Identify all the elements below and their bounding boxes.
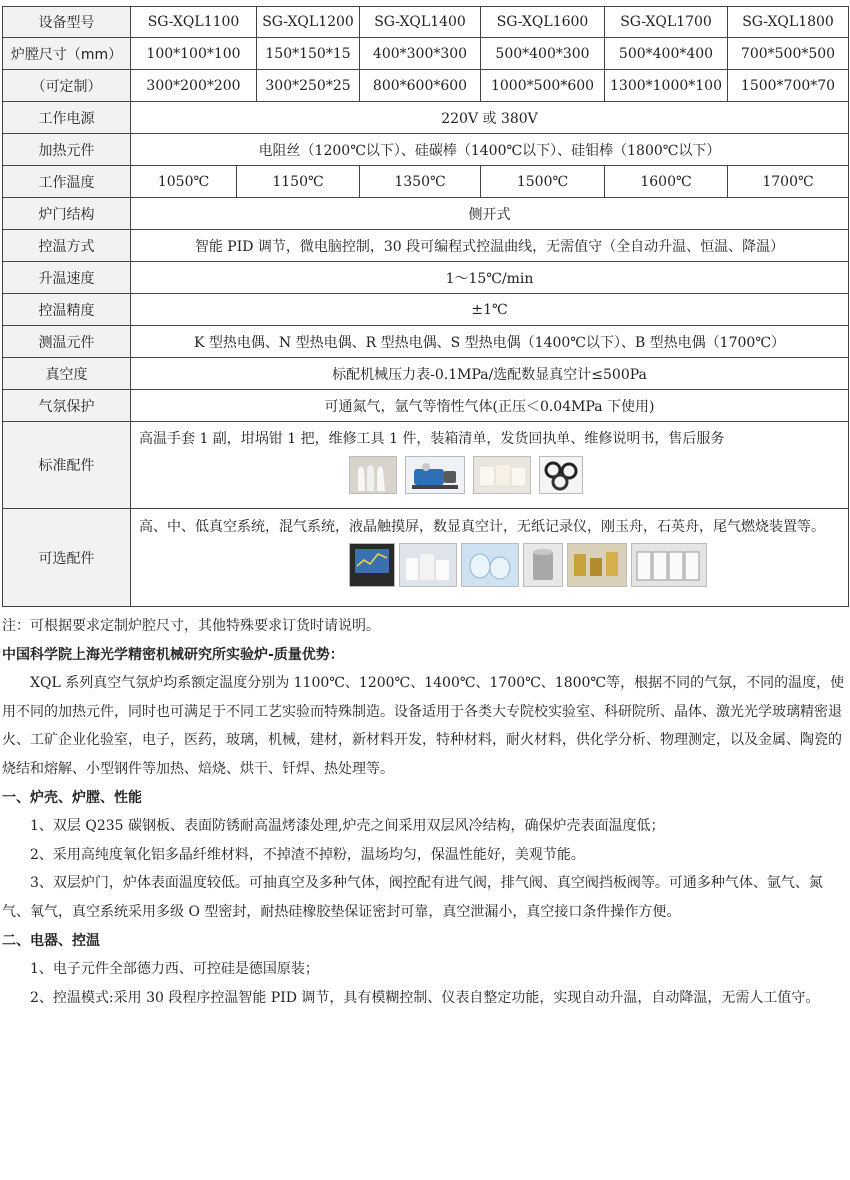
section1-item: 2、采用高纯度氧化铝多晶纤维材料，不掉渣不掉粉，温场均匀，保温性能好，美观节能。 (30, 846, 585, 863)
body-text (2, 612, 848, 1012)
std-cell (131, 422, 849, 509)
chamber-cell: 400*300*300 (360, 38, 481, 70)
sensor-value: K 型热电偶、N 型热电偶、R 型热电偶、S 型热电偶（1400℃以下）、B 型热电偶（1700℃） (131, 326, 849, 358)
chamber-cell: 300*200*200 (131, 70, 257, 102)
section1-item: 1、双层 Q235 碳钢板、表面防锈耐高温烤漆处理,炉壳之间采用双层风冷结构，确保炉壳表面温度低； (30, 818, 665, 835)
row-power (3, 102, 849, 134)
temp-cell: 1150℃ (237, 166, 360, 198)
opt-cell (131, 509, 849, 607)
section1-item: 3、双层炉门，炉体表面温度较低。可抽真空及多种气体，阀控配有进气阀，排气阀、真空阀挡板阀等。可通多种气体、氩气、氮气、氧气，真空系统采用多级 O 型密封，耐热硅橡胶垫保证密封可靠，真空泄漏小，真空接口条件操作方便。 (2, 875, 823, 920)
sensor-label: 测温元件 (3, 326, 131, 358)
temp-label: 工作温度 (3, 166, 131, 198)
model-cell: SG-XQL1400 (360, 7, 481, 38)
temp-cell: 1050℃ (131, 166, 237, 198)
row-model (3, 7, 849, 38)
std-photos (349, 456, 846, 494)
temp-cell: 1500℃ (481, 166, 605, 198)
row-precision (3, 294, 849, 326)
chamber-cell: 1000*500*600 (481, 70, 605, 102)
vacuum-label: 真空度 (3, 358, 131, 390)
chamber-cell: 100*100*100 (131, 38, 257, 70)
row-standard-accessories (3, 422, 849, 509)
row-temperature (3, 166, 849, 198)
row-rate (3, 262, 849, 294)
recorder-photo (349, 543, 395, 587)
o-rings-photo (539, 456, 583, 494)
row-gas (3, 390, 849, 422)
quartz-boats-photo (461, 543, 519, 587)
ceramic-boats-photo (631, 543, 707, 587)
chamber-cell: 700*500*500 (728, 38, 849, 70)
precision-label: 控温精度 (3, 294, 131, 326)
power-label: 工作电源 (3, 102, 131, 134)
gas-value: 可通氮气，氩气等惰性气体(正压＜0.04MPa 下使用) (131, 390, 849, 422)
chamber-label: 炉膛尺寸（mm） (3, 38, 131, 70)
chamber-cell: 150*150*15 (257, 38, 360, 70)
rate-label: 升温速度 (3, 262, 131, 294)
row-chamber-1 (3, 38, 849, 70)
intro-paragraph: XQL 系列真空气氛炉均系额定温度分别为 1100℃、1200℃、1400℃、1700℃、1800℃等，根据不同的气氛，不同的温度，使用不同的加热元件，同时也可满足于不同工艺实验而特殊制造。设备适用于各类大专院校实验室、科研院所、晶体、激光光学玻璃精密退火、工矿企业化验室，电子，医药，玻璃，机械，建材，新材料开发，特种材料，耐火材料，供化学分析、物理测定，以及金属、陶瓷的烧结和熔解、小型钢件等加热、焙烧、烘干、钎焊、热处理等。 (2, 675, 845, 777)
row-heating (3, 134, 849, 166)
door-label: 炉门结构 (3, 198, 131, 230)
opt-label: 可选配件 (3, 509, 131, 607)
chamber-cell: 1500*700*70 (728, 70, 849, 102)
ceramic-blocks-photo (473, 456, 531, 494)
chamber-cell: 500*400*300 (481, 38, 605, 70)
gas-label: 气氛保护 (3, 390, 131, 422)
row-vacuum (3, 358, 849, 390)
model-cell: SG-XQL1200 (257, 7, 360, 38)
chamber-cell: 1300*1000*100 (605, 70, 728, 102)
chamber-cell: 500*400*400 (605, 38, 728, 70)
model-cell: SG-XQL1600 (481, 7, 605, 38)
row-chamber-2 (3, 70, 849, 102)
row-door (3, 198, 849, 230)
spec-table (2, 6, 849, 607)
chamber-label-2: （可定制） (3, 70, 131, 102)
std-label: 标准配件 (3, 422, 131, 509)
heating-label: 加热元件 (3, 134, 131, 166)
metal-crucible-photo (523, 543, 563, 587)
temp-cell: 1350℃ (360, 166, 481, 198)
temp-cell: 1600℃ (605, 166, 728, 198)
row-control (3, 230, 849, 262)
note-line: 注：可根据要求定制炉腔尺寸，其他特殊要求订货时请说明。 (2, 618, 380, 634)
std-value: 高温手套 1 副，坩埚钳 1 把，维修工具 1 件，装箱清单，发货回执单、维修说明书，售后服务 (139, 431, 725, 447)
opt-value: 高、中、低真空系统，混气系统，液晶触摸屏，数显真空计，无纸记录仪，刚玉舟，石英舟，尾气燃烧装置等。 (139, 519, 825, 535)
row-sensor (3, 326, 849, 358)
model-label: 设备型号 (3, 7, 131, 38)
precision-value: ±1℃ (131, 294, 849, 326)
heating-value: 电阻丝（1200℃以下）、硅碳棒（1400℃以下）、硅钼棒（1800℃以下） (131, 134, 849, 166)
chamber-cell: 300*250*25 (257, 70, 360, 102)
vacuum-value: 标配机械压力表-0.1MPa/选配数显真空计≤500Pa (131, 358, 849, 390)
model-cell: SG-XQL1700 (605, 7, 728, 38)
control-label: 控温方式 (3, 230, 131, 262)
section2-item: 2、控温模式:采用 30 段程序控温智能 PID 调节，具有模糊控制、仪表自整定功能，实现自动升温，自动降温，无需人工值守。 (30, 989, 820, 1006)
door-value: 侧开式 (131, 198, 849, 230)
temp-cell: 1700℃ (728, 166, 849, 198)
gold-parts-photo (567, 543, 627, 587)
control-value: 智能 PID 调节，微电脑控制，30 段可编程式控温曲线，无需值守（全自动升温、恒温、降温） (131, 230, 849, 262)
section2-title: 二、电器、控温 (2, 932, 100, 949)
model-cell: SG-XQL1100 (131, 7, 257, 38)
row-optional-accessories (3, 509, 849, 607)
rate-value: 1～15℃/min (131, 262, 849, 294)
quality-heading: 中国科学院上海光学精密机械研究所实验炉-质量优势： (2, 646, 344, 663)
chamber-cell: 800*600*600 (360, 70, 481, 102)
vacuum-pump-photo (405, 456, 465, 494)
gloves-photo (349, 456, 397, 494)
section2-item: 1、电子元件全部德力西、可控硅是德国原装； (30, 961, 319, 978)
opt-photos (349, 543, 846, 587)
section1-title: 一、炉壳、炉膛、性能 (2, 789, 142, 806)
power-value: 220V 或 380V (131, 102, 849, 134)
model-cell: SG-XQL1800 (728, 7, 849, 38)
crucibles-photo (399, 543, 457, 587)
